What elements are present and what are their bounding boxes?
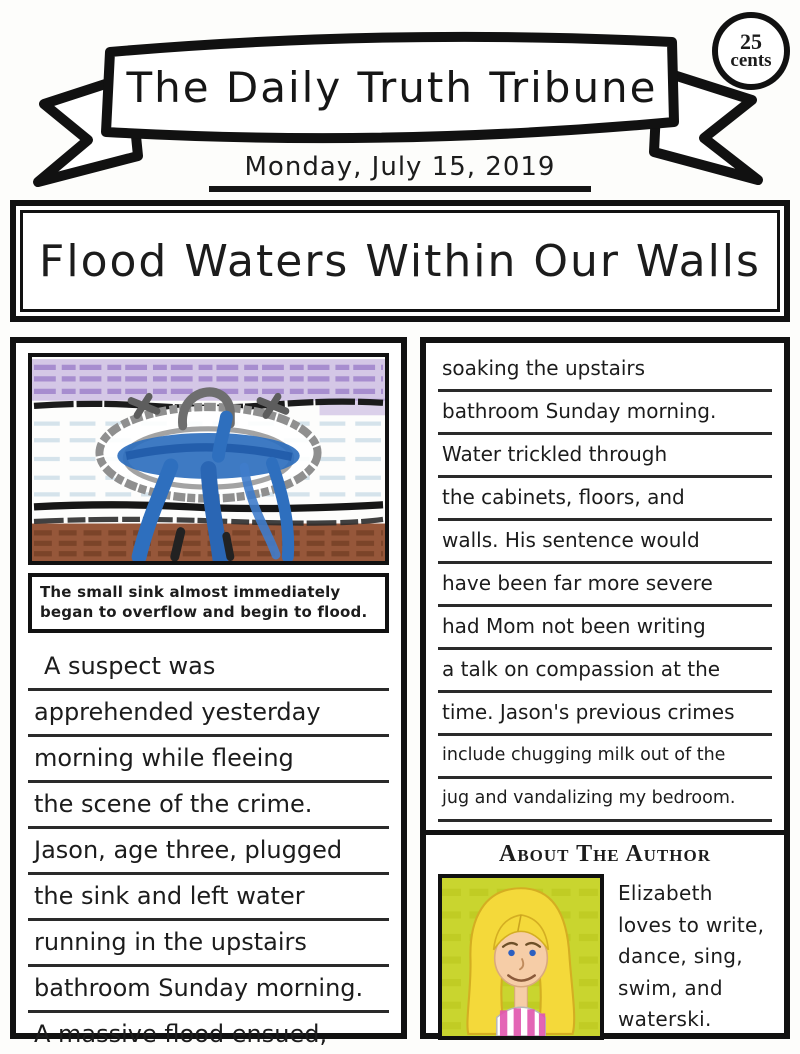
article-line: walls. His sentence would: [438, 521, 772, 564]
article-body-left: [28, 645, 389, 1054]
price-badge: [712, 12, 790, 90]
newspaper-title: The Daily Truth Tribune: [126, 63, 658, 112]
price-amount: 25: [740, 28, 762, 54]
author-bio-line: Elizabeth: [618, 881, 713, 905]
author-portrait-illustration: [442, 878, 600, 1036]
author-row: [438, 874, 772, 1040]
headline-inner-frame: [20, 210, 780, 312]
article-line: have been far more severe: [438, 564, 772, 607]
article-line: morning while fleeing: [28, 737, 389, 783]
author-bio-line: swim, and: [618, 975, 723, 1000]
issue-date: Monday, July 15, 2019: [209, 152, 592, 192]
article-line: A suspect was: [28, 645, 389, 691]
article-columns: [10, 337, 790, 1048]
article-line: jug and vandalizing my bedroom.: [438, 779, 772, 822]
sink-photo-frame: [28, 353, 389, 565]
author-bio: [618, 874, 764, 1036]
article-body-right: [438, 349, 772, 822]
price-unit: cents: [730, 50, 772, 72]
author-bio-line: loves to write,: [618, 912, 765, 937]
article-line: soaking the upstairs: [438, 349, 772, 392]
article-line: the cabinets, floors, and: [438, 478, 772, 521]
author-photo-frame: [438, 874, 604, 1040]
author-bio-line: waterski.: [618, 1007, 712, 1032]
issue-date-row: [0, 152, 800, 192]
article-line: include chugging milk out of the: [438, 736, 772, 779]
article-line: Jason, age three, plugged: [28, 829, 389, 875]
about-heading: About The Author: [499, 841, 711, 867]
author-bio-line: dance, sing,: [618, 944, 743, 969]
about-the-author-section: [426, 830, 784, 1040]
article-line: Water trickled through: [438, 435, 772, 478]
article-line: running in the upstairs: [28, 921, 389, 967]
headline: Flood Waters Within Our Walls: [39, 235, 761, 287]
right-column: [420, 337, 790, 1039]
article-line: had Mom not been writing: [438, 607, 772, 650]
article-line: bathroom Sunday morning.: [28, 967, 389, 1013]
article-line: a talk on compassion at the: [438, 650, 772, 693]
article-line: time. Jason's previous crimes: [438, 693, 772, 736]
photo-caption-line: began to overflow and begin to flood.: [40, 603, 368, 622]
photo-caption-line: The small sink almost immediately: [40, 583, 341, 601]
article-line: apprehended yesterday: [28, 691, 389, 737]
headline-box: [10, 200, 790, 322]
article-line: A massive flood ensued,: [28, 1013, 389, 1054]
left-column: [10, 337, 407, 1048]
article-line: the scene of the crime.: [28, 783, 389, 829]
sink-illustration: [32, 357, 385, 561]
article-line: the sink and left water: [28, 875, 389, 921]
photo-caption: [28, 573, 389, 633]
article-line: bathroom Sunday morning.: [438, 392, 772, 435]
